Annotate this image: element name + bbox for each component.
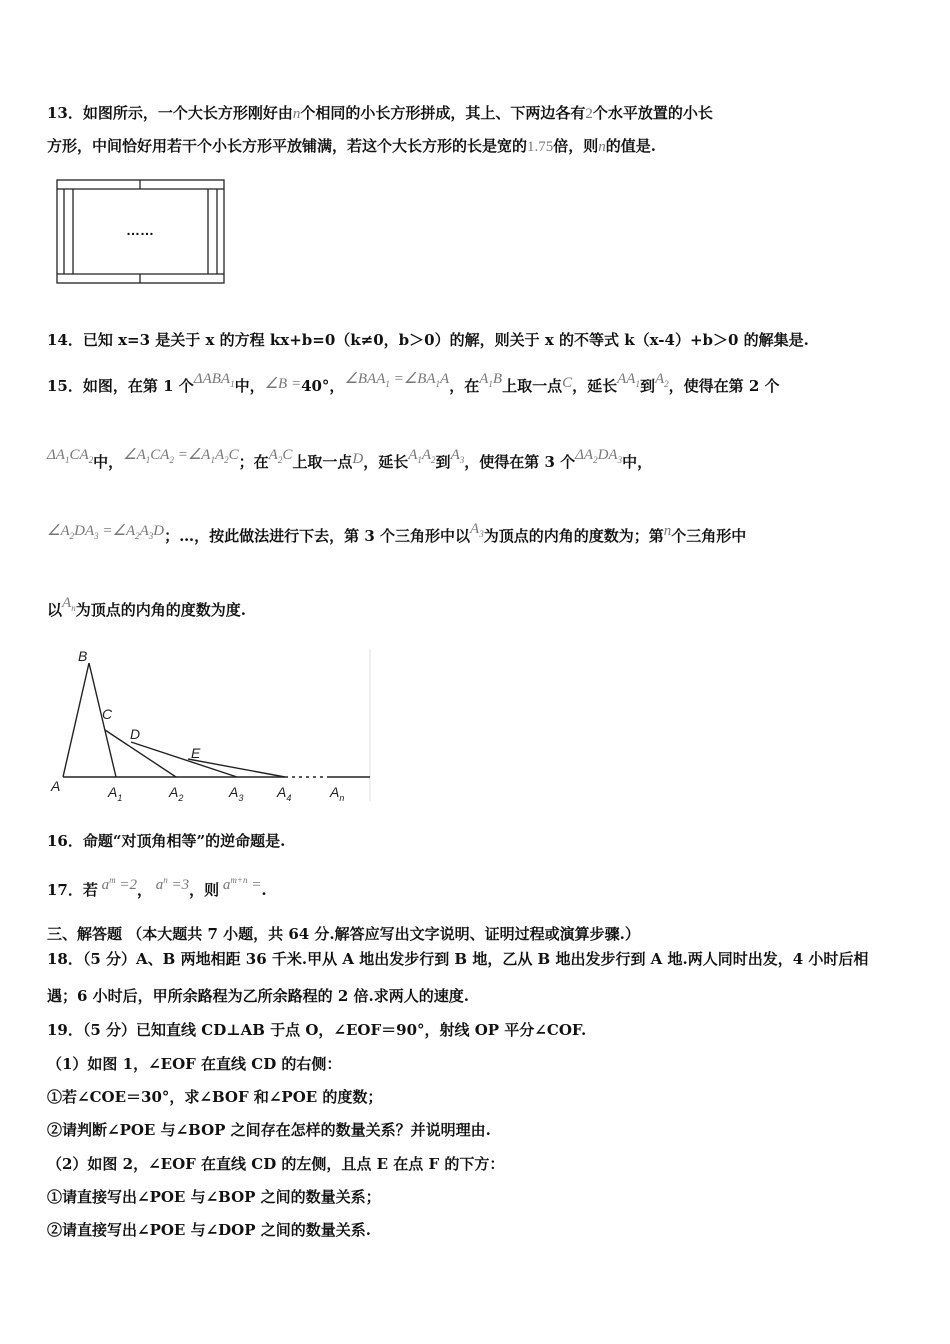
q16-line: 16．命题“对顶角相等”的逆命题是.: [47, 832, 286, 850]
label-A2: $A_2$: [169, 784, 184, 803]
q19-line-4: ②请判断∠POE 与∠BOP 之间存在怎样的数量关系？并说明理由.: [47, 1121, 491, 1139]
q19-line-3: ①若∠COE＝30°，求∠BOF 和∠POE 的度数；: [47, 1088, 383, 1106]
dots-label: ……: [126, 222, 154, 238]
q15-line-3: $\angle A_2DA_3$ $=\angle A_2A_3D$；…，按此做法进行下去，第 3 个三角形中以$A_3$为顶点的内角的度数为；第n个三角形中: [47, 521, 747, 545]
label-B: B: [78, 648, 88, 664]
section-3-title: 三、解答题 （本大题共 7 小题，共 64 分.解答应写出文字说明、证明过程或演算步骤.）: [47, 925, 640, 943]
q15-line-2: $\Delta A_1CA_2$中，$\angle A_1CA_2$ $=\angle A_1A_2C$；在$A_2C$上取一点D，延长$A_1A_2$到$A_3$，使得在第 3 个$\Delta A_2DA_3$中，: [47, 447, 653, 471]
q15-line-4: 以$A_n$为顶点的内角的度数为度.: [47, 595, 246, 619]
label-A1: $A_1$: [108, 784, 123, 803]
q17-line: 17．若 $a^m =2$， $a^n =3$，则 $a^{m+n}$ =.: [47, 875, 267, 899]
label-A3: $A_3$: [229, 784, 244, 803]
math-ratio: 1.75: [527, 139, 554, 155]
math-n: n: [292, 106, 301, 122]
q19-line-7: ②请直接写出∠POE 与∠DOP 之间的数量关系.: [47, 1221, 371, 1239]
label-E: E: [191, 745, 201, 761]
q19-line-5: （2）如图 2，∠EOF 在直线 CD 的左侧，且点 E 在点 F 的下方：: [47, 1155, 505, 1173]
figure-15-triangles: [48, 647, 372, 803]
q18-line-2: 遇；6 小时后，甲所余路程为乙所余路程的 2 倍.求两人的速度.: [47, 987, 469, 1005]
figure-13-rectangle: [56, 179, 226, 285]
label-C: C: [102, 706, 113, 722]
q19-line-1: 19．（5 分）已知直线 CD⊥AB 于点 O，∠EOF＝90°，射线 OP 平分∠COF.: [47, 1021, 587, 1039]
q18-line-1: 18．（5 分）A、B 两地相距 36 千米.甲从 A 地出发步行到 B 地，乙从 B 地出发步行到 A 地.两人同时出发，4 小时后相: [47, 950, 869, 968]
q13-number: 13．: [47, 104, 83, 122]
q15-line-1: 15．如图，在第 1 个$\Delta ABA_1$中，∠B =40°，$\angle BAA_1$ $=\angle BA_1A$，在$A_1B$上取一点C，延长$AA_1$到$A_2$，使得在第 2 个: [47, 371, 780, 395]
label-A4: $A_4$: [277, 784, 292, 803]
q13-line-2: 方形，中间恰好用若干个小长方形平放铺满，若这个大长方形的长是宽的1.75倍，则n的值是.: [47, 137, 657, 155]
label-An: $A_n$: [330, 784, 345, 803]
q13-line-1: 13．如图所示，一个大长方形刚好由n个相同的小长方形拼成，其上、下两边各有2个水平放置的小长: [47, 104, 713, 122]
q19-line-6: ①请直接写出∠POE 与∠BOP 之间的数量关系；: [47, 1188, 381, 1206]
label-A: A: [51, 778, 61, 794]
label-D: D: [130, 726, 141, 742]
q19-line-2: （1）如图 1，∠EOF 在直线 CD 的右侧：: [47, 1055, 342, 1073]
q14-line: 14．已知 x=3 是关于 x 的方程 kx+b=0（k≠0，b＞0）的解，则关于 x 的不等式 k（x-4）+b＞0 的解集是.: [47, 331, 809, 349]
